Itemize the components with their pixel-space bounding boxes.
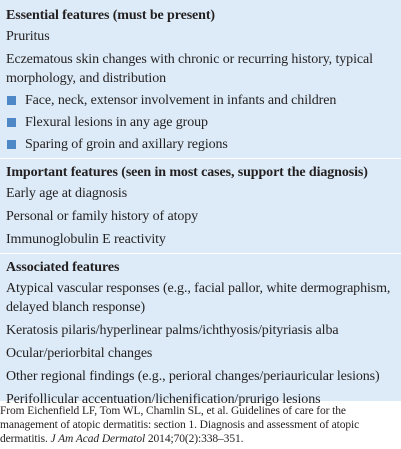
bullet-text: Flexural lesions in any age group [25, 115, 208, 130]
table-row: Personal or family history of atopy [6, 209, 199, 224]
footnote-journal: J Am Acad Dermatol [50, 433, 146, 445]
square-bullet-icon [7, 96, 16, 105]
bullet-item [6, 135, 395, 154]
table-row: Other regional findings (e.g., perioral changes/periauricular lesions) [6, 369, 380, 384]
table-row: Keratosis pilaris/hyperlinear palms/ichthyosis/pityriasis alba [6, 323, 339, 338]
square-bullet-icon [7, 118, 16, 127]
footnote-text: From Eichenfield LF, Tom WL, Chamlin SL, et al. Guidelines of care for the management of atopic dermatitis: section 1. Diagnosis and assessment of atopic dermatitis. [0, 405, 360, 445]
essential-features-section [0, 6, 401, 154]
table-row: Immunoglobulin E reactivity [6, 232, 166, 247]
table-row: Perifollicular accentuation/lichenification/prurigo lesions [6, 392, 321, 407]
bullet-text: Sparing of groin and axillary regions [25, 137, 228, 152]
table-row: Early age at diagnosis [6, 186, 128, 201]
section-heading: Associated features [6, 260, 120, 275]
table-row: Pruritus [6, 29, 50, 44]
square-bullet-icon [7, 140, 16, 149]
section-heading: Important features (seen in most cases, support the diagnosis) [6, 165, 368, 180]
table-row: Ocular/periorbital changes [6, 346, 153, 361]
table-row: Atypical vascular responses (e.g., facial pallor, white dermographism, delayed blanch response) [6, 281, 391, 315]
important-features-section [0, 158, 401, 249]
source-footnote [0, 404, 401, 446]
footnote-citation: 2014;70(2):338–351. [145, 433, 244, 445]
bullet-item [6, 91, 395, 110]
bullet-item [6, 113, 395, 132]
bullet-text: Face, neck, extensor involvement in infants and children [25, 93, 337, 108]
associated-features-section [0, 253, 401, 409]
table-row: Eczematous skin changes with chronic or recurring history, typical morphology, and distribution [6, 52, 373, 86]
section-heading: Essential features (must be present) [6, 8, 215, 23]
